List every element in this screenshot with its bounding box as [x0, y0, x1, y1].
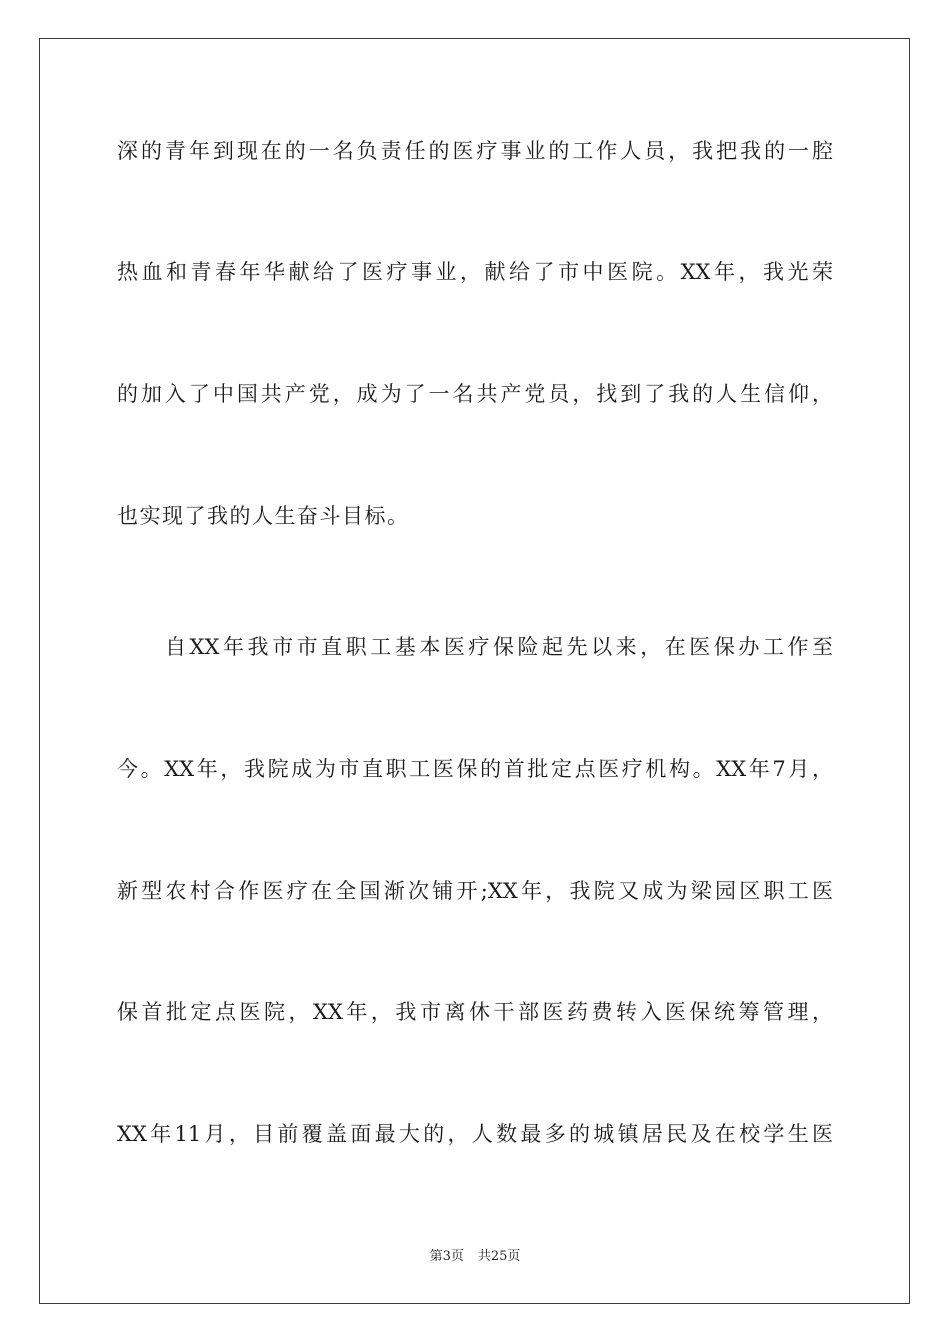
- page-border: [39, 38, 910, 1304]
- text-line: 的加入了中国共产党，成为了一名共产党员，找到了我的人生信仰，: [117, 382, 833, 406]
- text-line: 保首批定点医院，XX年，我市离休干部医药费转入医保统筹管理，: [117, 1000, 833, 1024]
- page-footer: [0, 1249, 950, 1265]
- text-line: 也实现了我的人生奋斗目标。: [117, 504, 410, 528]
- text-line: 今。XX年，我院成为市直职工医保的首批定点医疗机构。XX年7月，: [117, 757, 833, 781]
- text-line: 新型农村合作医疗在全国渐次铺开;XX年，我院又成为梁园区职工医: [117, 879, 833, 903]
- text-line: 深的青年到现在的一名负责任的医疗事业的工作人员，我把我的一腔: [117, 139, 833, 163]
- page-number: 第3页: [429, 1249, 464, 1264]
- text-line: XX年11月，目前覆盖面最大的，人数最多的城镇居民及在校学生医: [117, 1122, 833, 1146]
- page-total: 共25页: [477, 1249, 521, 1264]
- text-line-paragraph-start: 自XX年我市市直职工基本医疗保险起先以来，在医保办工作至: [165, 635, 833, 659]
- text-line: 热血和青春年华献给了医疗事业，献给了市中医院。XX年，我光荣: [117, 260, 833, 284]
